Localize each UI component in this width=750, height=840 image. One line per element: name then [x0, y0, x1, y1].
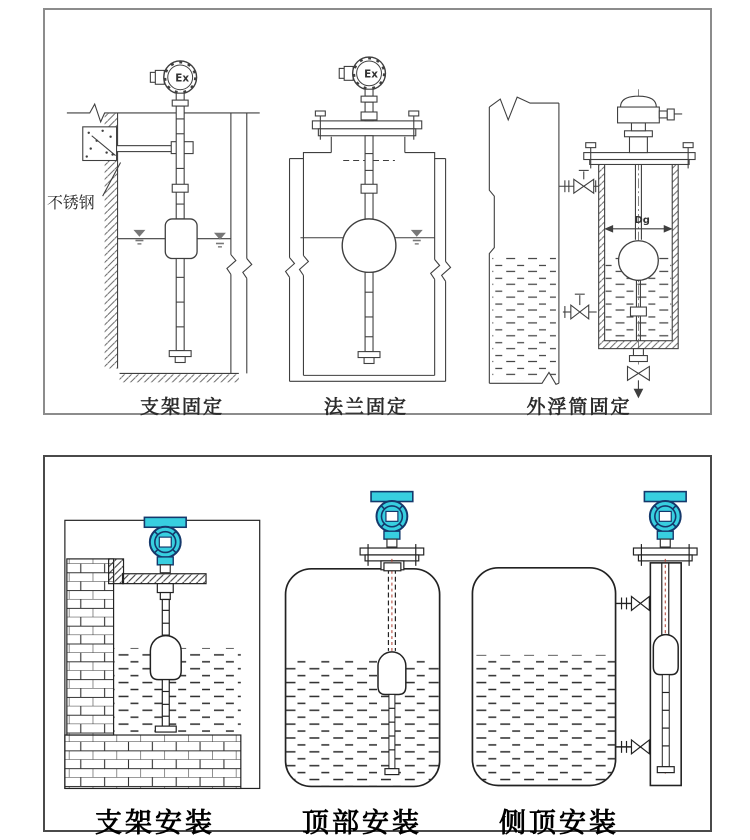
transmitter-head-icon — [644, 492, 686, 547]
anchor-plate — [83, 127, 117, 161]
ex-transmitter-icon — [339, 57, 385, 102]
dg-dimension — [606, 226, 672, 232]
sensor-rod-lower — [358, 272, 380, 363]
installation-methods-panel — [43, 455, 712, 839]
liquid — [472, 655, 615, 786]
installation-methods-drawing — [45, 457, 710, 830]
brick-floor — [65, 735, 241, 788]
brick-wall — [67, 559, 114, 735]
diameter-label: Dg — [634, 214, 650, 226]
flange-fixing-diagram — [286, 57, 451, 381]
stainless-steel-label: 不锈钢 — [46, 193, 95, 213]
float — [165, 219, 197, 259]
ball-float — [342, 219, 396, 272]
ex-transmitter-icon — [150, 61, 196, 106]
fixing-methods-panel — [43, 8, 712, 418]
bracket-install-diagram — [65, 517, 260, 788]
liquid — [286, 660, 440, 787]
lower-valve-icon — [563, 294, 597, 319]
bracket-shelf — [123, 574, 206, 584]
side-top-install-diagram — [472, 492, 697, 786]
external-chamber-fixing-diagram — [489, 89, 695, 397]
bracket-fixing-diagram — [47, 61, 260, 382]
lower-pipe-valve-icon — [616, 740, 651, 754]
sensor-rod — [172, 106, 188, 219]
upper-pipe-valve-icon — [616, 597, 651, 611]
caption-bracket-install: 支架安装 — [95, 808, 215, 839]
caption-external-chamber-fixing: 外浮筒固定 — [526, 396, 632, 418]
caption-flange-fixing: 法兰固定 — [323, 396, 409, 418]
float — [378, 652, 406, 695]
junction-box-transmitter-icon — [618, 96, 683, 152]
fixing-methods-drawing — [45, 10, 710, 413]
ex-marking: Ex — [175, 72, 190, 85]
bracket-ledge — [109, 559, 124, 584]
ball-float — [619, 241, 659, 281]
top-install-diagram — [286, 492, 440, 787]
drain-valve-icon — [627, 349, 649, 398]
process-tank — [489, 97, 559, 384]
caption-side-top-install: 侧顶安装 — [499, 808, 619, 839]
liquid — [492, 258, 556, 381]
caption-bracket-fixing: 支架固定 — [139, 396, 225, 418]
sensor-rod-lower — [169, 259, 191, 363]
float — [150, 636, 181, 680]
caption-top-install: 顶部安装 — [302, 808, 422, 839]
transmitter-head-icon — [371, 492, 413, 547]
upper-valve-icon — [559, 170, 599, 193]
liquid-level-marker — [411, 230, 423, 245]
float — [653, 635, 678, 675]
ex-marking: Ex — [364, 68, 378, 81]
